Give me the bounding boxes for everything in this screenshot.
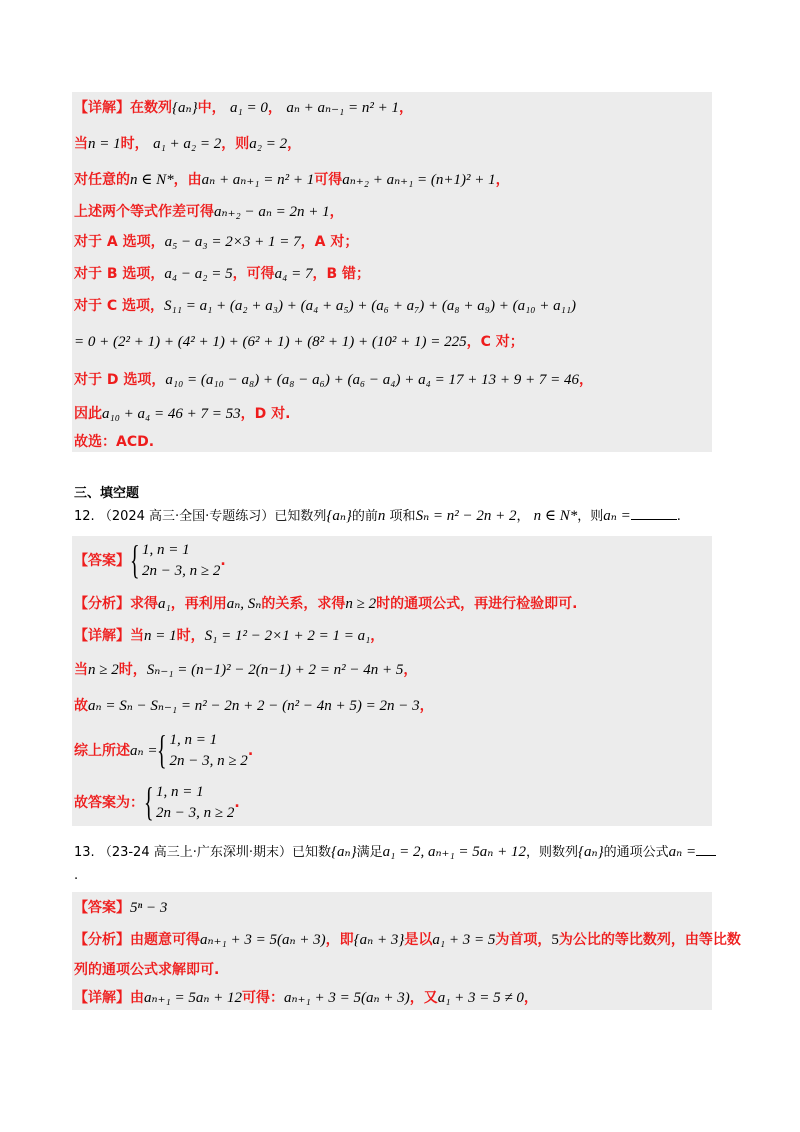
detail-line-11 xyxy=(74,432,154,452)
math: 5ⁿ − 3 xyxy=(130,900,168,916)
analysis-line-1 xyxy=(74,930,741,950)
math: aₙ = Sₙ − Sₙ₋₁ = n² − 2n + 2 − (n² − 4n + 5) = 2n − 3 xyxy=(88,698,420,714)
math: n = 1 xyxy=(144,628,177,644)
text: ， xyxy=(523,990,538,1006)
detail-line xyxy=(74,988,538,1008)
text: . xyxy=(676,509,681,524)
text: 当 xyxy=(74,662,88,678)
section-title: 三、填空题 xyxy=(74,486,140,501)
text: 对任意的 xyxy=(74,172,130,188)
detail-line xyxy=(74,660,417,680)
text: 列的通项公式求解即可. xyxy=(74,962,220,978)
math: aₙ + aₙ₊₁ = n² + 1 xyxy=(201,172,315,188)
case: 1, n = 1 xyxy=(156,784,204,800)
math: a₁ + 3 = 5 ≠ 0 xyxy=(437,990,524,1006)
math: aₙ₊₁ = 5aₙ + 12 xyxy=(144,990,243,1006)
question-13-end xyxy=(74,866,78,886)
text: 可得 xyxy=(314,172,343,188)
text: ， xyxy=(578,372,593,388)
text: 满足 xyxy=(356,845,383,860)
detail-line-2 xyxy=(74,134,301,154)
text: 是以 xyxy=(404,932,433,948)
text: 时， xyxy=(176,628,205,644)
math: aₙ = xyxy=(603,508,631,524)
math: 5 xyxy=(551,932,559,948)
case: 2n − 3, n ≥ 2 xyxy=(169,753,248,769)
text: ，由 xyxy=(173,172,202,188)
text: 的通项公式 xyxy=(603,845,669,860)
text: ，可得 xyxy=(232,266,275,282)
case: 1, n = 1 xyxy=(142,542,190,558)
math: aₙ = xyxy=(130,743,158,759)
text: . xyxy=(234,795,240,811)
math: Sₙ = n² − 2n + 2 xyxy=(415,508,517,524)
text: 的关系，求得 xyxy=(261,596,346,612)
answer-label: 【答案】 xyxy=(74,553,130,569)
math: a₁₀ + a₄ = 46 + 7 = 53 xyxy=(102,406,241,422)
text: 已知数列 xyxy=(274,509,327,524)
math: a₁ = 0 xyxy=(230,100,268,116)
math: aₙ₊₁ + 3 = 5(aₙ + 3) xyxy=(284,990,410,1006)
math: aₙ = xyxy=(668,844,697,860)
math: {aₙ} xyxy=(326,508,352,524)
math: n ∈ N* xyxy=(130,172,174,188)
detail-label: 【详解】当 xyxy=(74,628,144,644)
case: 2n − 3, n ≥ 2 xyxy=(156,805,235,821)
math: a₁ = 2, aₙ₊₁ = 5aₙ + 12 xyxy=(382,844,526,860)
text: 为首项， xyxy=(495,932,552,948)
math: a₁₀ = (a₁₀ − a₈) + (a₈ − a₆) + (a₆ − a₄) + a₄ = 17 + 13 + 9 + 7 = 46 xyxy=(165,372,579,388)
math: aₙ₊₂ − aₙ = 2n + 1 xyxy=(214,204,330,220)
text: 时， xyxy=(120,136,149,152)
answer-line xyxy=(74,537,226,582)
text: ，B 错； xyxy=(312,266,370,282)
math: n = 1 xyxy=(88,136,121,152)
text: 对于 D 选项， xyxy=(74,372,166,388)
text: ， xyxy=(267,100,282,116)
text: 上述两个等式作差可得 xyxy=(74,204,214,220)
answer-blank xyxy=(631,519,677,520)
case: 1, n = 1 xyxy=(169,732,218,748)
math: n xyxy=(377,508,386,524)
text: 故答案为： xyxy=(74,795,144,811)
piecewise: { 1, n = 1 2n − 3, n ≥ 2 xyxy=(157,727,248,772)
detail-line xyxy=(74,696,434,716)
math: aₙ₊₂ + aₙ₊₁ = (n+1)² + 1 xyxy=(342,172,496,188)
math: S₁ = 1² − 2×1 + 2 = 1 = a₁ xyxy=(204,628,371,644)
text: ，则数列 xyxy=(526,845,579,860)
math: {aₙ} xyxy=(172,100,198,116)
math: a₁ xyxy=(158,596,171,612)
math: n ≥ 2 xyxy=(88,662,119,678)
detail-line-4 xyxy=(74,202,344,222)
math: a₂ = 2 xyxy=(249,136,288,152)
detail-line xyxy=(74,727,254,772)
detail-line-3 xyxy=(74,170,510,190)
math: a₁ + 3 = 5 xyxy=(432,932,496,948)
question-number: 13. xyxy=(74,845,95,860)
text: 已知数 xyxy=(292,845,332,860)
answer-blank xyxy=(696,855,716,856)
text: 综上所述 xyxy=(74,743,130,759)
detail-line-1 xyxy=(74,98,413,118)
piecewise: { 1, n = 1 2n − 3, n ≥ 2 xyxy=(144,779,235,824)
math: a₁ + a₂ = 2 xyxy=(153,136,222,152)
math: Sₙ₋₁ = (n−1)² − 2(n−1) + 2 = n² − 4n + 5 xyxy=(146,662,404,678)
question-13 xyxy=(74,842,716,863)
text: ，再利用 xyxy=(170,596,227,612)
text: ，则 xyxy=(577,509,604,524)
math: = 0 + (2² + 1) + (4² + 1) + (6² + 1) + (8² + 1) + (10² + 1) = 225 xyxy=(74,334,467,350)
math: a₄ − a₂ = 5 xyxy=(164,266,233,282)
text: ，即 xyxy=(325,932,354,948)
text: 的前 xyxy=(351,509,378,524)
text: ，又 xyxy=(409,990,438,1006)
case: 2n − 3, n ≥ 2 xyxy=(142,563,221,579)
text: 时的通项公式，再进行检验即可. xyxy=(376,596,578,612)
math: aₙ, Sₙ xyxy=(226,596,262,612)
final-choice: 故选：ACD. xyxy=(74,434,155,450)
text: ， xyxy=(495,172,510,188)
analysis-label: 【分析】求得 xyxy=(74,596,158,612)
question-number: 12. xyxy=(74,509,95,524)
math: n ∈ N* xyxy=(533,508,578,524)
piecewise: { 1, n = 1 2n − 3, n ≥ 2 xyxy=(130,537,221,582)
text: 对于 C 选项， xyxy=(74,298,165,314)
text: ， xyxy=(398,100,413,116)
text: ，D 对. xyxy=(240,406,291,422)
detail-line-9 xyxy=(74,370,593,390)
math: a₄ = 7 xyxy=(274,266,313,282)
text: . xyxy=(247,743,254,759)
answer-label: 【答案】 xyxy=(74,900,130,916)
detail-line-8 xyxy=(74,332,524,352)
question-source: （2024 高三·全国·专题练习） xyxy=(98,509,275,524)
answer-line xyxy=(74,898,167,918)
math: {aₙ} xyxy=(578,844,604,860)
detail-line-6 xyxy=(74,264,370,284)
math: n ≥ 2 xyxy=(345,596,377,612)
text: 因此 xyxy=(74,406,102,422)
detail-line-10 xyxy=(74,404,290,424)
analysis-line-2 xyxy=(74,960,219,980)
detail-line-7 xyxy=(74,296,576,316)
question-source: （23-24 高三上·广东深圳·期末） xyxy=(98,845,293,860)
analysis-line xyxy=(74,594,577,614)
detail-line xyxy=(74,779,240,824)
text: 可得： xyxy=(242,990,285,1006)
text: ， xyxy=(516,509,530,524)
text: 故 xyxy=(74,698,88,714)
detail-label: 【详解】在数列 xyxy=(74,100,172,116)
math: {aₙ} xyxy=(331,844,357,860)
text: 中， xyxy=(197,100,226,116)
text: 对于 A 选项， xyxy=(74,234,165,250)
detail-line-5 xyxy=(74,232,358,252)
question-12 xyxy=(74,506,681,527)
text: . xyxy=(74,868,79,883)
text: 当 xyxy=(74,136,88,152)
text: ， xyxy=(370,628,385,644)
text: ，则 xyxy=(221,136,250,152)
text: ， xyxy=(419,698,434,714)
text: ， xyxy=(329,204,344,220)
text: ， xyxy=(287,136,302,152)
text: ，A 对； xyxy=(300,234,359,250)
text: ， xyxy=(403,662,418,678)
detail-line xyxy=(74,626,384,646)
detail-label: 【详解】由 xyxy=(74,990,144,1006)
text: 项和 xyxy=(385,509,416,524)
math: a₅ − a₃ = 2×3 + 1 = 7 xyxy=(164,234,301,250)
analysis-label: 【分析】由题意可得 xyxy=(74,932,200,948)
math: aₙ + aₙ₋₁ = n² + 1 xyxy=(286,100,399,116)
text: . xyxy=(220,553,226,569)
text: 为公比的等比数列，由等比数 xyxy=(558,932,741,948)
math: S₁₁ = a₁ + (a₂ + a₃) + (a₄ + a₅) + (a₆ + a₇) + (a₈ + a₉) + (a₁₀ + a₁₁) xyxy=(164,298,577,314)
text: 时， xyxy=(118,662,147,678)
text: 对于 B 选项， xyxy=(74,266,165,282)
text: ，C 对； xyxy=(466,334,524,350)
math: aₙ₊₁ + 3 = 5(aₙ + 3) xyxy=(200,932,326,948)
math: {aₙ + 3} xyxy=(353,932,405,948)
